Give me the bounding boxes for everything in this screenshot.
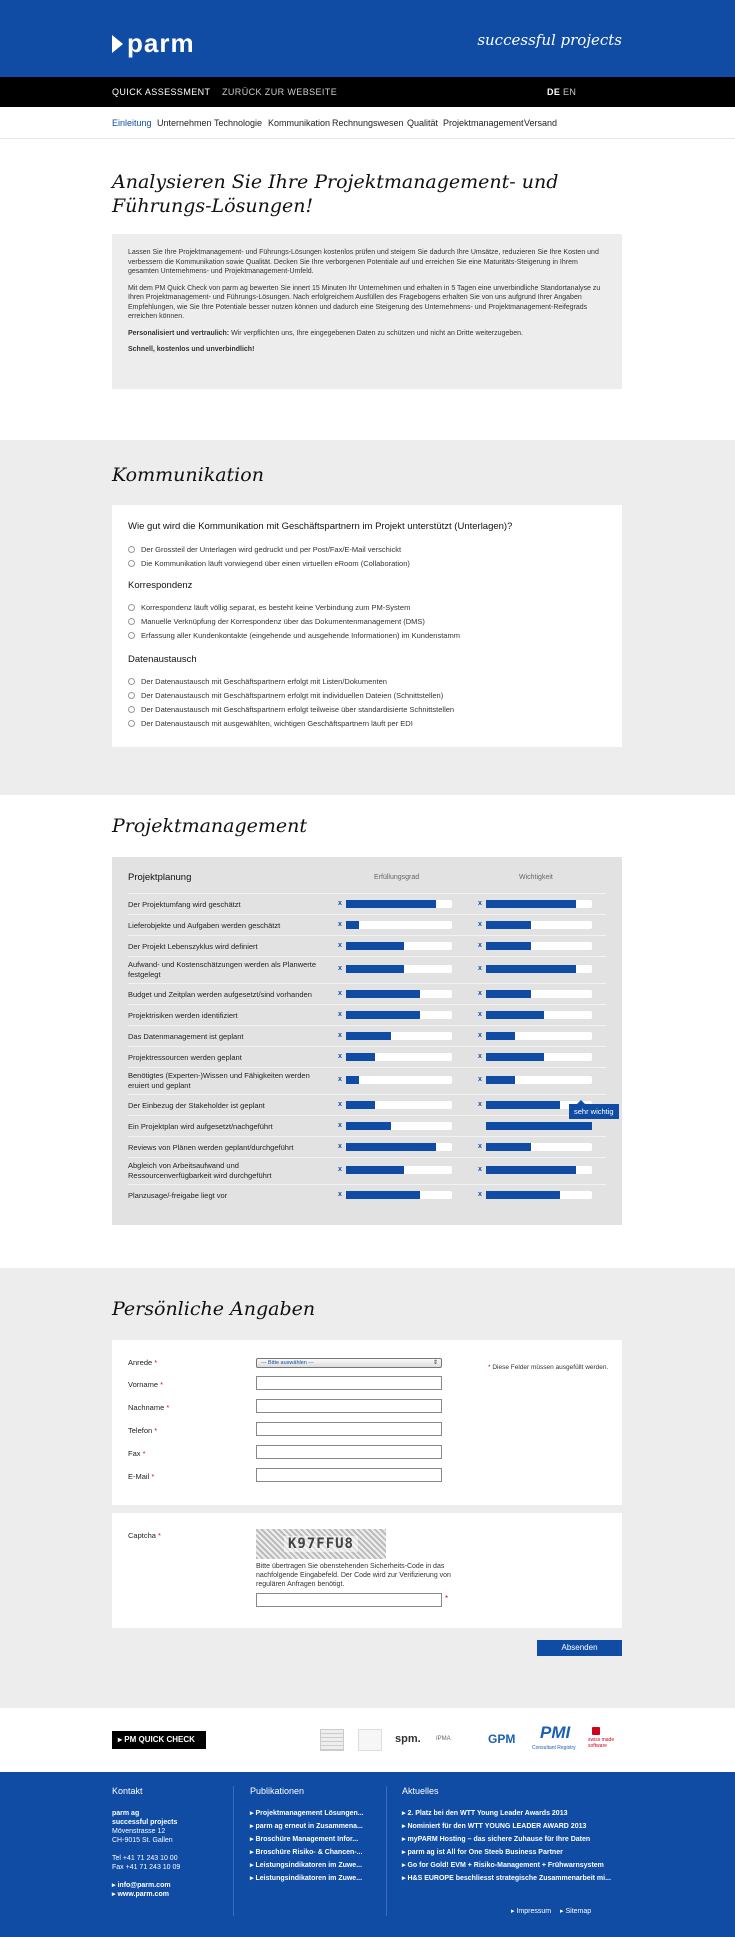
radio-button[interactable] bbox=[128, 546, 135, 553]
required-mark: * bbox=[154, 1426, 158, 1435]
fulfillment-slider-fill bbox=[346, 942, 404, 950]
label-text: Vorname bbox=[128, 1380, 159, 1389]
pm-row bbox=[128, 956, 606, 983]
slider-reset-x[interactable]: x bbox=[478, 1076, 482, 1083]
slider-reset-x[interactable]: x bbox=[338, 942, 342, 949]
radio-button[interactable] bbox=[128, 678, 135, 685]
radio-button[interactable] bbox=[128, 632, 135, 639]
label-text: Fax bbox=[128, 1449, 141, 1458]
pm-row bbox=[128, 1004, 606, 1025]
intro-title: Analysieren Sie Ihre Projektmanagement- und Führungs-Lösungen! bbox=[112, 171, 559, 217]
publikation-link[interactable]: ▸ parm ag erneut in Zusammena... bbox=[250, 1823, 363, 1830]
intro-paragraph: Mit dem PM Quick Check von parm ag bewerten Sie innert 15 Minuten Ihr Unternehmen und erhalten in 5 Tagen eine unverbindliche Standortanalyse zu Ihren Projektmanagement- und Führungs-Lösungen. Nach erfolgreichem Ausfüllen des Fragebogens erhalten Sie von uns aufgrund Ihrer Angaben Empfehlungen, wie Sie Ihre Potentiale besser nutzen können und dadurch eine Steigerung des Unternehmens- und Projektmanagement-Reifegrads erreichen können. bbox=[128, 284, 601, 320]
fulfillment-slider-fill bbox=[346, 1032, 391, 1040]
radio-button[interactable] bbox=[128, 706, 135, 713]
pm-row bbox=[128, 914, 606, 935]
fulfillment-slider[interactable] bbox=[346, 1053, 452, 1061]
fulfillment-slider[interactable] bbox=[346, 990, 452, 998]
pm-row bbox=[128, 1046, 606, 1067]
importance-slider-fill bbox=[486, 1101, 560, 1109]
top-nav bbox=[0, 77, 735, 107]
link-text: info@parm.com bbox=[117, 1882, 171, 1889]
link-text: myPARM Hosting – das sichere Zuhause für Ihre Daten bbox=[407, 1836, 591, 1843]
required-mark: * bbox=[445, 1594, 449, 1603]
captcha-code: K97FFU8 bbox=[284, 1536, 358, 1552]
telefon-label bbox=[128, 1426, 157, 1435]
slider-reset-x[interactable]: x bbox=[478, 900, 482, 907]
radio-button[interactable] bbox=[128, 692, 135, 699]
pm-row-label: Benötigtes (Experten-)Wissen und Fähigkeiten werden eruiert und geplant bbox=[128, 1071, 310, 1090]
importance-slider-fill bbox=[486, 942, 531, 950]
pmi-registry-text: Consultant Registry bbox=[532, 1745, 576, 1751]
pm-row bbox=[128, 1094, 606, 1115]
captcha-help: Bitte übertragen Sie obenstehenden Sicherheits-Code in das nachfolgende Eingabefeld. Der Code wird zur Verifizierung von regulären Anfragen benötigt. bbox=[256, 1563, 451, 1588]
slider-reset-x[interactable]: x bbox=[478, 1191, 482, 1198]
radio-label: Manuelle Verknüpfung der Korrespondenz über das Dokumentenmanagement (DMS) bbox=[141, 617, 425, 626]
personal-title: Persönliche Angaben bbox=[112, 1298, 316, 1320]
email-label bbox=[128, 1472, 154, 1481]
label-text: Anrede bbox=[128, 1358, 153, 1367]
nav-back-to-website[interactable]: ZURÜCK ZUR WEBSEITE bbox=[222, 87, 338, 97]
fulfillment-slider-fill bbox=[346, 900, 436, 908]
pm-row bbox=[128, 935, 606, 956]
fulfillment-slider-fill bbox=[346, 1143, 436, 1151]
required-note-text: Diese Felder müssen ausgefüllt werden. bbox=[492, 1364, 609, 1371]
radio-option[interactable] bbox=[128, 603, 410, 612]
importance-slider[interactable] bbox=[486, 1191, 592, 1199]
fulfillment-slider-fill bbox=[346, 965, 404, 973]
link-text: Projektmanagement Lösungen... bbox=[255, 1810, 364, 1817]
slider-reset-x[interactable]: x bbox=[478, 921, 482, 928]
footer-aktuelles-title: Aktuelles bbox=[402, 1786, 439, 1796]
importance-slider-fill bbox=[486, 1143, 531, 1151]
slider-reset-x[interactable]: x bbox=[338, 1191, 342, 1198]
fulfillment-slider[interactable] bbox=[346, 921, 452, 929]
publikation-link[interactable]: ▸ Leistungsindikatoren im Zuwe... bbox=[250, 1875, 363, 1882]
link-text: www.parm.com bbox=[117, 1891, 169, 1898]
intro-bold: Personalisiert und vertraulich: bbox=[128, 329, 230, 337]
certificate-logo bbox=[358, 1729, 382, 1751]
subnav-rechnungswesen[interactable]: Rechnungswesen bbox=[332, 118, 404, 128]
ipma-logo: IPMA bbox=[436, 1736, 451, 1742]
importance-slider-fill bbox=[486, 921, 531, 929]
slider-reset-x[interactable]: x bbox=[338, 1166, 342, 1173]
required-mark: * bbox=[158, 1531, 161, 1540]
pm-row-label: Der Projektumfang wird geschätzt bbox=[128, 900, 241, 909]
anrede-label bbox=[128, 1358, 157, 1367]
fulfillment-slider[interactable] bbox=[346, 1032, 452, 1040]
spm-logo: spm. bbox=[395, 1733, 421, 1745]
importance-slider-fill bbox=[486, 900, 576, 908]
intro-paragraph bbox=[128, 329, 606, 339]
importance-slider[interactable] bbox=[486, 1053, 592, 1061]
aktuelles-link[interactable]: ▸ parm ag ist All for One Steeb Business Partner bbox=[402, 1849, 563, 1856]
importance-slider[interactable] bbox=[486, 990, 592, 998]
radio-button[interactable] bbox=[128, 560, 135, 567]
footer-publikationen-title: Publikationen bbox=[250, 1786, 305, 1796]
slider-reset-x[interactable]: x bbox=[338, 1053, 342, 1060]
pm-row-label: Projektressourcen werden geplant bbox=[128, 1053, 242, 1062]
importance-slider[interactable] bbox=[486, 900, 592, 908]
pm-row-label: Projektrisiken werden identifiziert bbox=[128, 1011, 238, 1020]
intro-paragraph bbox=[128, 345, 606, 355]
pm-row bbox=[128, 1184, 606, 1205]
nachname-label bbox=[128, 1403, 169, 1412]
captcha-label bbox=[128, 1531, 161, 1540]
slider-reset-x[interactable]: x bbox=[338, 1032, 342, 1039]
importance-slider[interactable] bbox=[486, 965, 592, 973]
fax-label bbox=[128, 1449, 146, 1458]
slider-reset-x[interactable]: x bbox=[478, 1011, 482, 1018]
publikation-link[interactable]: ▸ Broschüre Risiko- & Chancen-... bbox=[250, 1849, 363, 1856]
slider-reset-x[interactable]: x bbox=[478, 1032, 482, 1039]
required-mark: * bbox=[160, 1380, 164, 1389]
intro-text-box bbox=[112, 234, 622, 389]
slider-reset-x[interactable]: x bbox=[338, 1122, 342, 1129]
importance-slider[interactable] bbox=[486, 942, 592, 950]
fulfillment-slider[interactable] bbox=[346, 1122, 452, 1130]
publikation-link[interactable]: ▸ Projektmanagement Lösungen... bbox=[250, 1810, 364, 1817]
sitemap-link[interactable]: ▸ Sitemap bbox=[560, 1908, 592, 1915]
slider-reset-x[interactable]: x bbox=[478, 1101, 482, 1108]
fulfillment-slider-fill bbox=[346, 1166, 404, 1174]
swiss-made-software-logo: swiss made software bbox=[588, 1737, 615, 1749]
importance-slider[interactable] bbox=[486, 1076, 592, 1084]
personal-card bbox=[112, 1340, 622, 1505]
fulfillment-slider[interactable] bbox=[346, 1166, 452, 1174]
required-note bbox=[488, 1364, 608, 1371]
subnav-kommunikation[interactable]: Kommunikation bbox=[268, 118, 331, 128]
radio-option[interactable] bbox=[128, 559, 410, 568]
required-mark: * bbox=[151, 1472, 155, 1481]
subnav-technologie[interactable]: Technologie bbox=[214, 118, 263, 128]
pm-row-label: Planzusage/-freigabe liegt vor bbox=[128, 1191, 228, 1200]
question-title: Wie gut wird die Kommunikation mit Geschäftspartnern im Projekt unterstützt (Unterlagen)? bbox=[128, 521, 513, 532]
importance-slider-fill bbox=[486, 1191, 560, 1199]
pm-row-label: Aufwand- und Kostenschätzungen werden als Planwerte festgelegt bbox=[128, 960, 317, 979]
company-name: parm ag bbox=[112, 1810, 140, 1817]
radio-button[interactable] bbox=[128, 720, 135, 727]
fulfillment-slider-fill bbox=[346, 921, 359, 929]
radio-label: Der Datenaustausch mit Geschäftspartnern erfolgt mit individuellen Dateien (Schnittstellen) bbox=[141, 691, 444, 700]
vorname-label bbox=[128, 1380, 163, 1389]
fulfillment-slider[interactable] bbox=[346, 1076, 452, 1084]
col-fulfillment-header: Erfüllungsgrad bbox=[374, 874, 420, 881]
slider-reset-x[interactable]: x bbox=[478, 942, 482, 949]
korrespondenz-title: Korrespondenz bbox=[128, 580, 193, 591]
pm-row-label: Das Datenmanagement ist geplant bbox=[128, 1032, 244, 1041]
footer-kontakt-title: Kontakt bbox=[112, 1786, 143, 1796]
radio-label: Der Grossteil der Unterlagen wird gedruckt und per Post/Fax/E-Mail verschickt bbox=[141, 545, 402, 554]
label-text: Captcha bbox=[128, 1531, 156, 1540]
fax: Fax +41 71 243 10 09 bbox=[112, 1864, 181, 1871]
required-mark: * bbox=[142, 1449, 146, 1458]
radio-option[interactable] bbox=[128, 677, 387, 686]
fulfillment-slider-fill bbox=[346, 1011, 420, 1019]
footer-divider bbox=[386, 1786, 387, 1916]
radio-option[interactable] bbox=[128, 705, 454, 714]
captcha-image bbox=[256, 1529, 386, 1559]
subnav-projektmanagement[interactable]: Projektmanagement bbox=[443, 118, 524, 128]
fulfillment-slider-fill bbox=[346, 1076, 359, 1084]
radio-option[interactable] bbox=[128, 617, 425, 626]
label-text: Telefon bbox=[128, 1426, 153, 1435]
phone: Tel +41 71 243 10 00 bbox=[112, 1855, 178, 1862]
anrede-select[interactable] bbox=[256, 1358, 442, 1368]
pm-row-label: Der Projekt Lebenszyklus wird definiert bbox=[128, 942, 258, 951]
captcha-input[interactable] bbox=[256, 1593, 442, 1607]
importance-slider[interactable] bbox=[486, 1032, 592, 1040]
link-text: Nominiert für den WTT YOUNG LEADER AWARD 2013 bbox=[407, 1823, 587, 1830]
link-text: Leistungsindikatoren im Zuwe... bbox=[255, 1862, 363, 1869]
fulfillment-slider[interactable] bbox=[346, 1101, 452, 1109]
pm-row bbox=[128, 1136, 606, 1157]
importance-slider-fill bbox=[486, 990, 531, 998]
importance-slider-fill bbox=[486, 1011, 544, 1019]
col-importance-header: Wichtigkeit bbox=[519, 874, 553, 881]
importance-slider[interactable] bbox=[486, 1143, 592, 1151]
logo-arrow-icon bbox=[112, 35, 123, 53]
slider-reset-x[interactable]: x bbox=[478, 990, 482, 997]
importance-slider[interactable] bbox=[486, 1011, 592, 1019]
required-mark: * bbox=[154, 1358, 158, 1367]
slider-reset-x[interactable]: x bbox=[338, 1143, 342, 1150]
importance-slider-fill bbox=[486, 1122, 592, 1130]
pm-row bbox=[128, 1115, 606, 1136]
aktuelles-link[interactable]: ▸ 2. Platz bei den WTT Young Leader Awards 2013 bbox=[402, 1810, 568, 1817]
slider-reset-x[interactable]: x bbox=[338, 1101, 342, 1108]
radio-option[interactable] bbox=[128, 691, 443, 700]
radio-label: Der Datenaustausch mit Geschäftspartnern erfolgt teilweise über standardisierte Schnittstellen bbox=[141, 705, 455, 714]
required-mark: * bbox=[488, 1364, 491, 1371]
link-text: parm ag ist All for One Steeb Business Partner bbox=[407, 1849, 563, 1856]
publikation-link[interactable]: ▸ Leistungsindikatoren im Zuwe... bbox=[250, 1862, 363, 1869]
fulfillment-slider[interactable] bbox=[346, 942, 452, 950]
slider-reset-x[interactable]: x bbox=[338, 1011, 342, 1018]
subnav-qualitaet[interactable]: Qualität bbox=[407, 118, 439, 128]
pm-row bbox=[128, 893, 606, 914]
footer-email-link[interactable]: ▸ info@parm.com bbox=[112, 1882, 171, 1889]
intro-paragraph: Lassen Sie Ihre Projektmanagement- und Führungs-Lösungen kostenlos prüfen und steigern Sie dadurch Ihre Umsätze, reduzieren Sie Ihre Kosten und verbessern die Kommunikation sowie Qualität. Decken Sie Ihre verborgenen Potentiale auf und erreichen Sie eine Maturitäts-Steigerung in Ihrem gesamten Unternehmens- und Projektmanagement-Umfeld. bbox=[128, 249, 599, 275]
subnav-einleitung[interactable]: Einleitung bbox=[112, 118, 152, 128]
radio-button[interactable] bbox=[128, 604, 135, 611]
slider-reset-x[interactable]: x bbox=[338, 1076, 342, 1083]
company-tagline: successful projects bbox=[112, 1819, 178, 1826]
link-text: Leistungsindikatoren im Zuwe... bbox=[255, 1875, 363, 1882]
kommunikation-card bbox=[112, 505, 622, 747]
link-text: Broschüre Risiko- & Chancen-... bbox=[255, 1849, 363, 1856]
footer-web-link[interactable]: ▸ www.parm.com bbox=[112, 1891, 169, 1898]
email-input[interactable] bbox=[256, 1468, 442, 1482]
projektplanung-panel bbox=[112, 857, 622, 1225]
sub-nav bbox=[0, 107, 735, 139]
intro-text: Wir verpflichten uns, Ihre eingegebenen Daten zu schützen und nicht an Dritte weiterzugeben. bbox=[229, 329, 523, 337]
nav-notch bbox=[557, 73, 565, 77]
pm-row bbox=[128, 1025, 606, 1046]
slider-reset-x[interactable]: x bbox=[478, 965, 482, 972]
vorname-input[interactable] bbox=[256, 1376, 442, 1390]
label-text: E-Mail bbox=[128, 1472, 150, 1481]
pm-row-label: Der Einbezug der Stakeholder ist geplant bbox=[128, 1101, 265, 1110]
importance-tooltip: sehr wichtig bbox=[569, 1104, 619, 1119]
kommunikation-title: Kommunikation bbox=[112, 464, 264, 486]
publikation-link[interactable]: ▸ Broschüre Management Infor... bbox=[250, 1836, 359, 1843]
pm-row-label: Abgleich von Arbeitsaufwand und Ressourcenverfügbarkeit wird durchgeführt bbox=[128, 1161, 272, 1180]
quickcheck-label: PM QUICK CHECK bbox=[124, 1735, 195, 1744]
importance-slider-fill bbox=[486, 1032, 515, 1040]
slider-reset-x[interactable]: x bbox=[338, 921, 342, 928]
site-header bbox=[0, 0, 735, 77]
select-arrows-icon: ⇕ bbox=[432, 1360, 438, 1366]
aktuelles-link[interactable]: ▸ myPARM Hosting – das sichere Zuhause für Ihre Daten bbox=[402, 1836, 591, 1843]
projektplanung-title: Projektplanung bbox=[128, 872, 192, 883]
importance-slider[interactable] bbox=[486, 1122, 592, 1130]
link-text: 2. Platz bei den WTT Young Leader Awards 2013 bbox=[407, 1810, 568, 1817]
link-text: Go for Gold! EVM + Risiko-Management + Frühwarnsystem bbox=[407, 1862, 604, 1869]
address-street: Mövenstrasse 12 bbox=[112, 1828, 166, 1835]
aktuelles-link[interactable]: ▸ Nominiert für den WTT YOUNG LEADER AWARD 2013 bbox=[402, 1823, 587, 1830]
telefon-input[interactable] bbox=[256, 1422, 442, 1436]
footer-divider bbox=[233, 1786, 234, 1916]
pm-row bbox=[128, 1067, 606, 1094]
intro-bold: Schnell, kostenlos und unverbindlich! bbox=[128, 346, 255, 353]
radio-label: Der Datenaustausch mit Geschäftspartnern erfolgt mit Listen/Dokumenten bbox=[141, 677, 387, 686]
link-text: Impressum bbox=[516, 1908, 552, 1915]
logo-text: parm bbox=[127, 28, 195, 58]
pm-row bbox=[128, 1157, 606, 1184]
select-value: --- Bitte auswählen --- bbox=[261, 1360, 314, 1366]
radio-label: Die Kommunikation läuft vorwiegend über einen virtuellen eRoom (Collaboration) bbox=[141, 559, 410, 568]
address-city: CH-9015 St. Gallen bbox=[112, 1837, 173, 1844]
tagline: successful projects bbox=[477, 31, 622, 49]
radio-label: Erfassung aller Kundenkontakte (eingehende und ausgehende Informationen) im Kundenstamm bbox=[141, 631, 460, 640]
link-text: parm ag erneut in Zusammena... bbox=[255, 1823, 363, 1830]
fax-input[interactable] bbox=[256, 1445, 442, 1459]
slider-reset-x[interactable]: x bbox=[478, 1053, 482, 1060]
pm-quick-check-button[interactable]: ▸ PM QUICK CHECK bbox=[112, 1731, 206, 1749]
pm-row-label: Reviews von Plänen werden geplant/durchgeführt bbox=[128, 1143, 294, 1152]
nachname-input[interactable] bbox=[256, 1399, 442, 1413]
fulfillment-slider[interactable] bbox=[346, 1191, 452, 1199]
site-footer bbox=[0, 1772, 735, 1937]
projektmanagement-title: Projektmanagement bbox=[112, 815, 308, 837]
subnav-unternehmen[interactable]: Unternehmen bbox=[157, 118, 212, 128]
slider-reset-x[interactable]: x bbox=[338, 965, 342, 972]
subnav-versand[interactable]: Versand bbox=[524, 118, 558, 128]
fulfillment-slider[interactable] bbox=[346, 900, 452, 908]
required-mark: * bbox=[166, 1403, 170, 1412]
submit-button[interactable]: Absenden bbox=[537, 1640, 622, 1656]
importance-slider[interactable] bbox=[486, 921, 592, 929]
fulfillment-slider-fill bbox=[346, 1122, 391, 1130]
link-text: Broschüre Management Infor... bbox=[255, 1836, 359, 1843]
parm-logo[interactable] bbox=[112, 28, 195, 59]
slider-reset-x[interactable]: x bbox=[478, 1166, 482, 1173]
pmi-logo: PMI bbox=[540, 1723, 571, 1742]
fulfillment-slider[interactable] bbox=[346, 1143, 452, 1151]
importance-slider-fill bbox=[486, 1053, 544, 1061]
importance-slider-fill bbox=[486, 965, 576, 973]
aktuelles-link[interactable]: ▸ H&S EUROPE beschliesst strategische Zusammenarbeit mi... bbox=[402, 1875, 611, 1882]
fulfillment-slider-fill bbox=[346, 1053, 375, 1061]
fulfillment-slider[interactable] bbox=[346, 965, 452, 973]
radio-label: Der Datenaustausch mit ausgewählten, wichtigen Geschäftspartnern läuft per EDI bbox=[141, 719, 413, 728]
swiss-cross-icon bbox=[592, 1727, 600, 1735]
fulfillment-slider-fill bbox=[346, 1191, 420, 1199]
slider-reset-x[interactable]: x bbox=[478, 1143, 482, 1150]
importance-slider-fill bbox=[486, 1166, 576, 1174]
pm-row-label: Ein Projektplan wird aufgesetzt/nachgeführt bbox=[128, 1122, 273, 1131]
aktuelles-link[interactable]: ▸ Go for Gold! EVM + Risiko-Management + Frühwarnsystem bbox=[402, 1862, 604, 1869]
radio-option[interactable] bbox=[128, 719, 413, 728]
lang-en[interactable]: EN bbox=[563, 87, 577, 97]
importance-slider[interactable] bbox=[486, 1166, 592, 1174]
lang-de[interactable]: DE bbox=[547, 87, 561, 97]
slider-reset-x[interactable]: x bbox=[338, 990, 342, 997]
nav-quick-assessment[interactable]: QUICK ASSESSMENT bbox=[112, 87, 211, 97]
impressum-link[interactable]: ▸ Impressum bbox=[511, 1908, 552, 1915]
captcha-card bbox=[112, 1513, 622, 1628]
fulfillment-slider-fill bbox=[346, 1101, 375, 1109]
radio-option[interactable] bbox=[128, 631, 460, 640]
importance-slider-fill bbox=[486, 1076, 515, 1084]
slider-reset-x[interactable]: x bbox=[338, 900, 342, 907]
label-text: Nachname bbox=[128, 1403, 165, 1412]
fulfillment-slider[interactable] bbox=[346, 1011, 452, 1019]
radio-button[interactable] bbox=[128, 618, 135, 625]
pm-row bbox=[128, 983, 606, 1004]
award-logo bbox=[320, 1729, 344, 1751]
link-text: H&S EUROPE beschliesst strategische Zusammenarbeit mi... bbox=[407, 1875, 611, 1882]
radio-label: Korrespondenz läuft völlig separat, es besteht keine Verbindung zum PM-System bbox=[141, 603, 411, 612]
link-text: Sitemap bbox=[565, 1908, 592, 1915]
pm-row-label: Budget und Zeitplan werden aufgesetzt/sind vorhanden bbox=[128, 990, 312, 999]
gpm-logo: GPM bbox=[488, 1732, 516, 1746]
fulfillment-slider-fill bbox=[346, 990, 420, 998]
datenaustausch-title: Datenaustausch bbox=[128, 654, 197, 665]
pm-row-label: Lieferobjekte und Aufgaben werden geschätzt bbox=[128, 921, 281, 930]
radio-option[interactable] bbox=[128, 545, 401, 554]
